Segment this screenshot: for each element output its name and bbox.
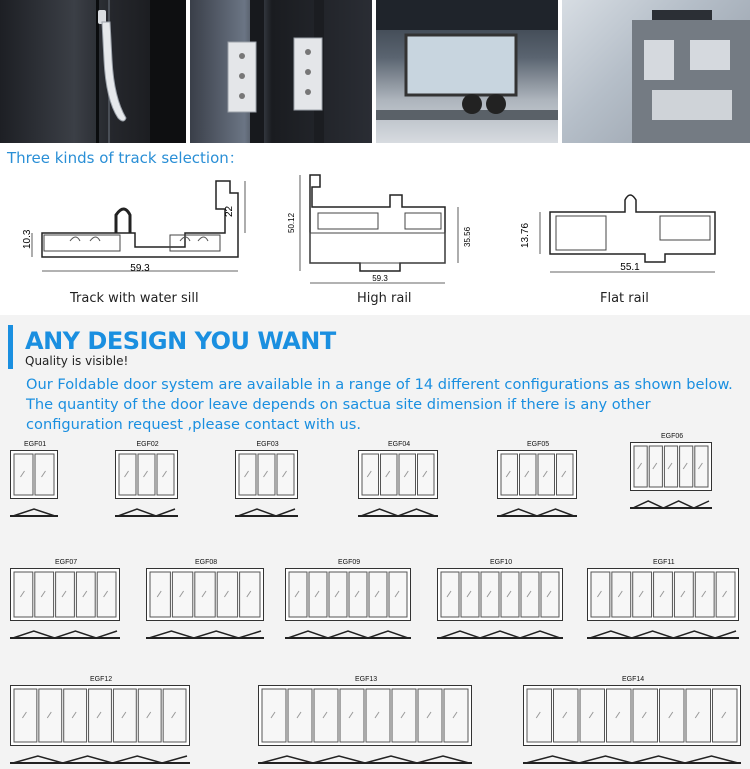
door-leaf — [340, 689, 364, 742]
fold-plan — [361, 509, 435, 516]
design-section — [0, 315, 750, 769]
door-leaf — [309, 572, 327, 617]
door-leaf — [150, 572, 170, 617]
door-leaf — [538, 454, 555, 495]
config-egf01 — [10, 441, 58, 528]
photo-strip — [0, 0, 750, 143]
door-leaf — [660, 689, 685, 742]
config-egf13 — [258, 676, 472, 769]
door-leaf — [381, 454, 398, 495]
door-leaf — [258, 454, 275, 495]
door-leaf — [262, 689, 286, 742]
fold-plan — [500, 509, 574, 516]
door-leaf — [35, 454, 54, 495]
config-diagram — [523, 685, 741, 769]
water-sill-track-label: Track with water sill — [70, 291, 199, 306]
door-leaf — [527, 689, 552, 742]
fold-plan — [590, 631, 736, 638]
fold-plan — [526, 756, 738, 763]
config-code-label: EGF11 — [653, 559, 675, 566]
door-leaf — [664, 446, 677, 487]
door-leaf — [520, 454, 537, 495]
config-code-label: EGF04 — [388, 441, 411, 448]
design-description: Our Foldable door system are available in a range of 14 different configurations as shown below. The quantity of the door leave depends on sactua site dimension if there is any other configuration request ,please contact with us. — [26, 376, 733, 433]
door-leaf — [369, 572, 387, 617]
flat-rail-height-dim: 13.76 — [520, 222, 531, 248]
fold-plan — [633, 501, 709, 508]
config-egf03 — [235, 441, 298, 528]
door-leaf — [89, 689, 112, 742]
config-code-label: EGF09 — [338, 559, 361, 566]
config-egf06 — [630, 433, 712, 520]
config-code-label: EGF10 — [490, 559, 513, 566]
door-leaf — [35, 572, 54, 617]
fold-plan — [440, 631, 560, 638]
door-leaf — [633, 572, 652, 617]
handle-illustration — [0, 0, 186, 143]
door-leaf — [163, 689, 186, 742]
config-diagram — [10, 450, 58, 528]
fold-plan — [13, 631, 117, 638]
config-egf14 — [523, 676, 741, 769]
config-code-label: EGF01 — [24, 441, 47, 448]
profile-photo — [562, 0, 750, 143]
config-diagram — [146, 568, 264, 650]
door-leaf — [674, 572, 693, 617]
config-egf05 — [497, 441, 577, 528]
config-code-label: EGF02 — [136, 441, 159, 448]
config-egf07 — [10, 559, 120, 658]
config-egf08 — [146, 559, 264, 658]
handle-photo — [0, 0, 186, 143]
high-rail-label: High rail — [357, 291, 412, 306]
config-diagram — [437, 568, 563, 650]
door-leaf — [349, 572, 367, 617]
track-section — [0, 143, 750, 315]
door-leaf — [14, 689, 37, 742]
door-leaf — [591, 572, 610, 617]
door-leaf — [580, 689, 605, 742]
door-leaf — [14, 454, 33, 495]
fold-plan — [118, 509, 175, 516]
config-diagram — [115, 450, 178, 528]
config-egf09 — [285, 559, 411, 658]
door-leaf — [277, 454, 294, 495]
config-code-label: EGF08 — [195, 559, 218, 566]
config-diagram — [587, 568, 739, 650]
door-leaf — [138, 689, 161, 742]
door-leaf — [654, 572, 673, 617]
door-leaf — [418, 689, 442, 742]
door-leaf — [389, 572, 407, 617]
hinge-photo — [190, 0, 372, 143]
door-leaf — [56, 572, 75, 617]
door-leaf — [633, 689, 658, 742]
config-code-label: EGF05 — [527, 441, 550, 448]
config-code-label: EGF12 — [90, 676, 113, 683]
door-leaf — [217, 572, 237, 617]
design-subheading: Quality is visible! — [25, 354, 129, 368]
door-leaf — [680, 446, 693, 487]
door-leaf — [157, 454, 174, 495]
config-egf10 — [437, 559, 563, 658]
door-leaf — [634, 446, 647, 487]
door-leaf — [481, 572, 499, 617]
door-leaf — [240, 572, 260, 617]
door-leaf — [119, 454, 136, 495]
heading-accent-bar — [8, 325, 13, 369]
door-leaf — [418, 454, 435, 495]
config-code-label: EGF07 — [55, 559, 78, 566]
config-egf02 — [115, 441, 178, 528]
config-code-label: EGF14 — [622, 676, 645, 683]
fold-plan — [13, 509, 55, 516]
config-diagram — [285, 568, 411, 650]
door-leaf — [557, 454, 574, 495]
flat-rail-width-dim: 55.1 — [620, 262, 640, 273]
door-leaf — [695, 572, 714, 617]
door-leaf — [461, 572, 479, 617]
door-leaf — [607, 689, 632, 742]
config-code-label: EGF03 — [256, 441, 279, 448]
config-egf04 — [358, 441, 438, 528]
door-leaf — [612, 572, 631, 617]
door-leaf — [329, 572, 347, 617]
high-rail-height-dim: 50.12 — [287, 212, 296, 233]
high-rail-width-dim: 59.3 — [372, 274, 388, 283]
door-leaf — [366, 689, 390, 742]
hinge-illustration — [190, 0, 372, 143]
door-leaf — [441, 572, 459, 617]
door-leaf — [195, 572, 215, 617]
design-heading: ANY DESIGN YOU WANT — [25, 327, 336, 355]
fold-plan — [149, 631, 261, 638]
door-leaf — [649, 446, 662, 487]
door-leaf — [541, 572, 559, 617]
config-code-label: EGF13 — [355, 676, 378, 683]
roller-illustration — [376, 0, 558, 143]
high-rail-drawing — [280, 171, 490, 289]
door-leaf — [14, 572, 33, 617]
door-leaf — [239, 454, 256, 495]
roller-photo — [376, 0, 558, 143]
door-leaf — [172, 572, 192, 617]
door-leaf — [314, 689, 338, 742]
door-leaf — [138, 454, 155, 495]
water-sill-rise-dim: 22 — [224, 205, 235, 217]
door-leaf — [288, 689, 312, 742]
config-egf12 — [10, 676, 190, 769]
water-sill-width-dim: 59.3 — [130, 263, 150, 274]
door-leaf — [444, 689, 468, 742]
door-leaf — [501, 454, 518, 495]
flat-rail-drawing — [510, 188, 725, 288]
config-diagram — [10, 568, 120, 650]
fold-plan — [13, 756, 187, 763]
door-leaf — [97, 572, 116, 617]
config-diagram — [235, 450, 298, 528]
door-leaf — [501, 572, 519, 617]
door-leaf — [521, 572, 539, 617]
water-sill-track-drawing — [20, 173, 250, 291]
door-leaf — [686, 689, 711, 742]
track-section-title: Three kinds of track selection： — [7, 149, 244, 167]
door-leaf — [713, 689, 738, 742]
config-diagram — [497, 450, 577, 528]
flat-rail-label: Flat rail — [600, 291, 649, 306]
door-leaf — [64, 689, 87, 742]
door-leaf — [554, 689, 579, 742]
door-leaf — [39, 689, 62, 742]
fold-plan — [288, 631, 408, 638]
door-leaf — [76, 572, 95, 617]
config-egf11 — [587, 559, 739, 658]
fold-plan — [261, 756, 469, 763]
fold-plan — [238, 509, 295, 516]
door-leaf — [399, 454, 416, 495]
config-diagram — [258, 685, 472, 769]
config-diagram — [10, 685, 190, 769]
high-rail-inner-dim: 35.56 — [463, 226, 472, 247]
door-leaf — [113, 689, 136, 742]
door-leaf — [695, 446, 708, 487]
config-code-label: EGF06 — [661, 433, 684, 440]
config-diagram — [358, 450, 438, 528]
door-leaf — [362, 454, 379, 495]
door-leaf — [289, 572, 307, 617]
door-leaf — [392, 689, 416, 742]
water-sill-height-dim: 10.3 — [22, 229, 33, 249]
door-leaf — [716, 572, 735, 617]
config-diagram — [630, 442, 712, 520]
profile-illustration — [562, 0, 750, 143]
